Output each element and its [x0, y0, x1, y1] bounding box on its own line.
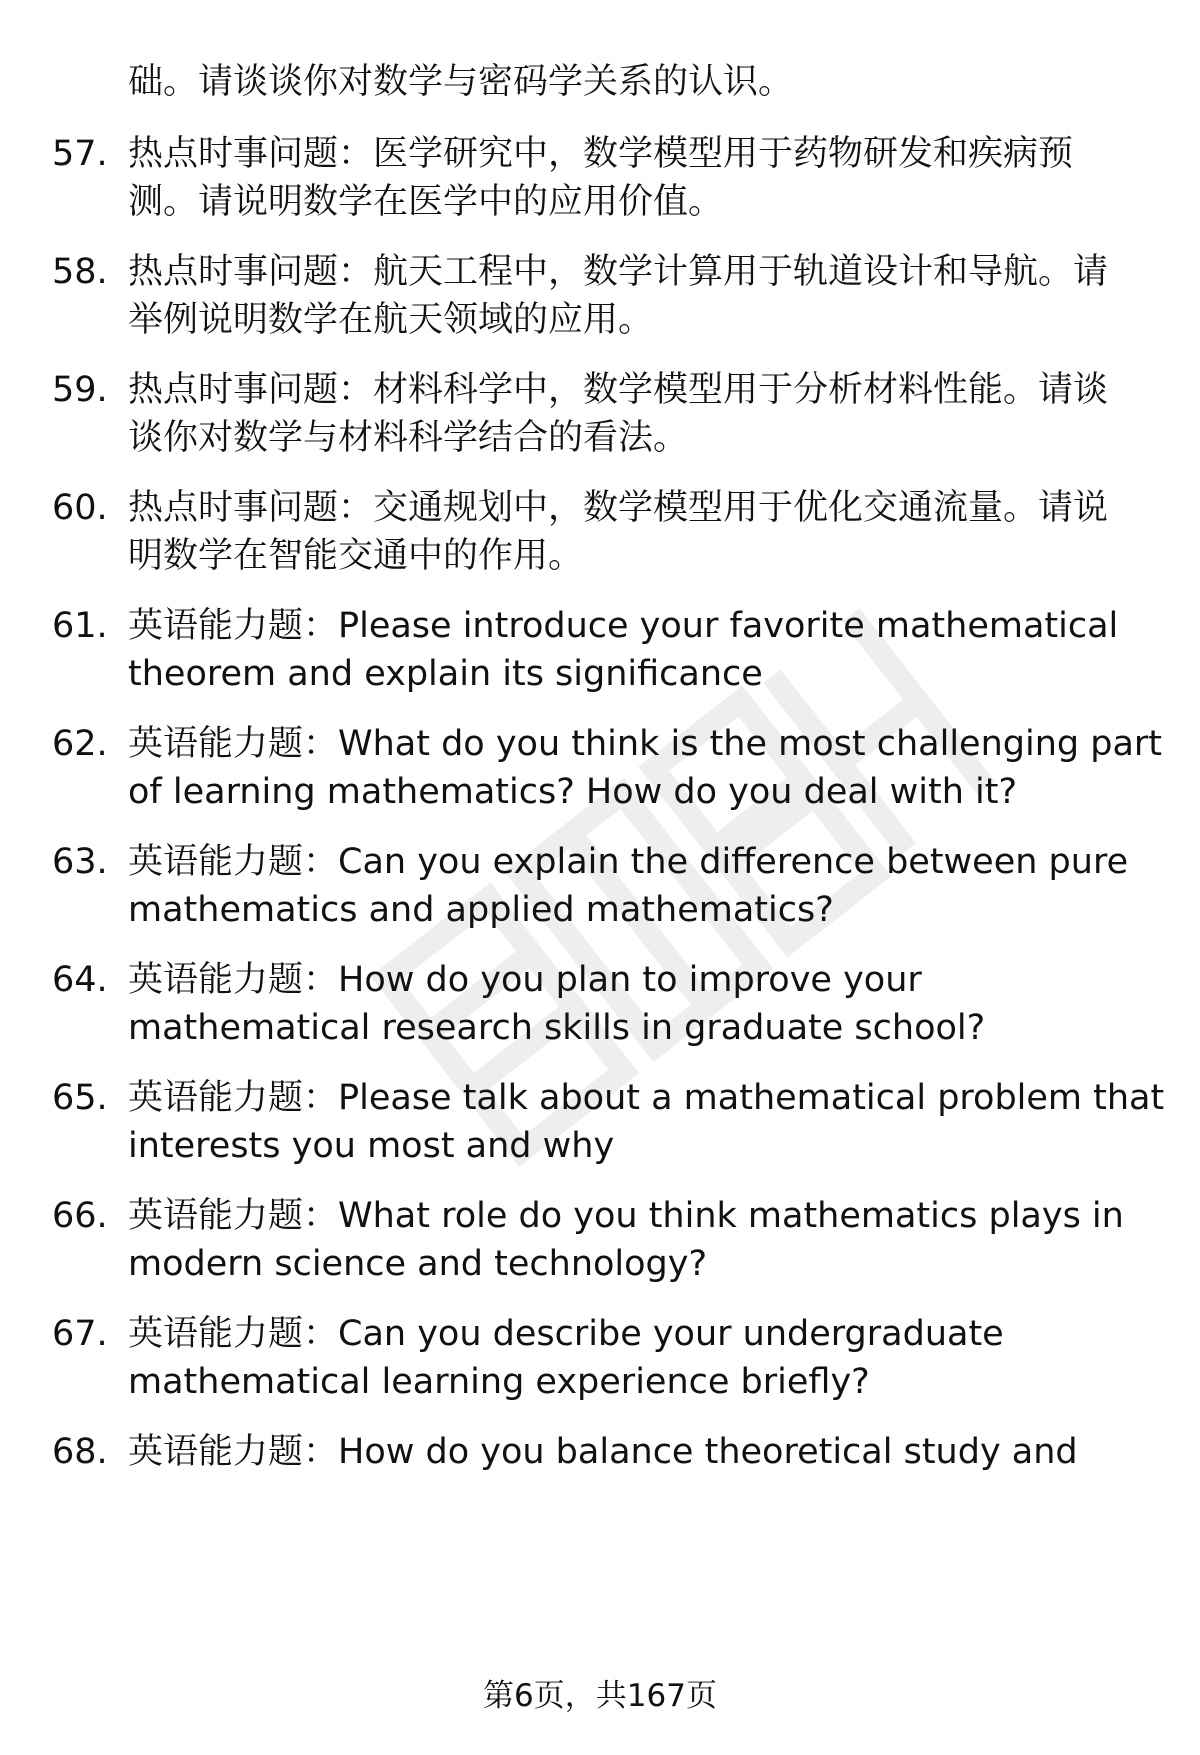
question-58 — [0, 248, 1200, 358]
question-67 — [0, 1310, 1200, 1420]
question-line: 英语能力题：How do you plan to improve your — [128, 960, 922, 1000]
question-number: 66. — [52, 1196, 108, 1236]
question-text — [128, 248, 1173, 344]
question-number: 61. — [52, 606, 108, 646]
question-line: 英语能力题：How do you balance theoretical study and — [128, 1432, 1078, 1472]
question-65 — [0, 1074, 1200, 1184]
question-text — [128, 1074, 1173, 1170]
continued-question-text: 础。请谈谈你对数学与密码学关系的认识。 — [128, 62, 794, 102]
page-footer: 第6页，共167页 — [483, 1678, 717, 1714]
question-line: 英语能力题：What role do you think mathematics plays in — [128, 1196, 1124, 1236]
question-text — [128, 838, 1173, 934]
question-number: 57. — [52, 134, 108, 174]
question-line: mathematical learning experience briefly? — [128, 1362, 870, 1402]
question-text — [128, 956, 1173, 1052]
question-text — [128, 602, 1173, 698]
question-line: of learning mathematics? How do you deal with it? — [128, 772, 1018, 812]
question-line: modern science and technology? — [128, 1244, 708, 1284]
question-number: 60. — [52, 488, 108, 528]
question-line: 热点时事问题：交通规划中，数学模型用于优化交通流量。请说 — [128, 488, 1109, 528]
question-line: theorem and explain its significance — [128, 654, 763, 694]
question-line: 英语能力题：Please introduce your favorite mathematical — [128, 606, 1119, 646]
question-text — [128, 366, 1173, 462]
question-number: 59. — [52, 370, 108, 410]
question-line: 热点时事问题：航天工程中，数学计算用于轨道设计和导航。请 — [128, 252, 1109, 292]
question-text — [128, 1428, 1173, 1476]
question-line: 英语能力题：Can you explain the difference between pure — [128, 842, 1129, 882]
question-text — [128, 130, 1173, 226]
question-line: 热点时事问题：医学研究中，数学模型用于药物研发和疾病预 — [128, 134, 1074, 174]
question-number: 65. — [52, 1078, 108, 1118]
question-60 — [0, 484, 1200, 594]
question-number: 58. — [52, 252, 108, 292]
question-text — [128, 720, 1173, 816]
question-line: 测。请说明数学在医学中的应用价值。 — [128, 182, 724, 222]
question-62 — [0, 720, 1200, 830]
question-line: interests you most and why — [128, 1126, 615, 1166]
question-57 — [0, 130, 1200, 240]
question-66 — [0, 1192, 1200, 1302]
question-number: 63. — [52, 842, 108, 882]
question-number: 67. — [52, 1314, 108, 1354]
question-line: 英语能力题：What do you think is the most challenging part — [128, 724, 1163, 764]
question-line: mathematical research skills in graduate school? — [128, 1008, 986, 1048]
question-line: 举例说明数学在航天领域的应用。 — [128, 300, 654, 340]
question-number: 62. — [52, 724, 108, 764]
question-64 — [0, 956, 1200, 1066]
question-text — [128, 1310, 1173, 1406]
question-number: 64. — [52, 960, 108, 1000]
question-text — [128, 1192, 1173, 1288]
question-line: mathematics and applied mathematics? — [128, 890, 834, 930]
question-line: 热点时事问题：材料科学中，数学模型用于分析材料性能。请谈 — [128, 370, 1109, 410]
question-59 — [0, 366, 1200, 476]
question-63 — [0, 838, 1200, 948]
question-line: 英语能力题：Can you describe your undergraduate — [128, 1314, 1004, 1354]
question-line: 谈你对数学与材料科学结合的看法。 — [128, 418, 689, 458]
question-line: 明数学在智能交通中的作用。 — [128, 536, 584, 576]
question-text — [128, 484, 1173, 580]
question-68 — [0, 1428, 1200, 1488]
question-61 — [0, 602, 1200, 712]
question-line: 英语能力题：Please talk about a mathematical problem that — [128, 1078, 1165, 1118]
question-number: 68. — [52, 1432, 108, 1472]
